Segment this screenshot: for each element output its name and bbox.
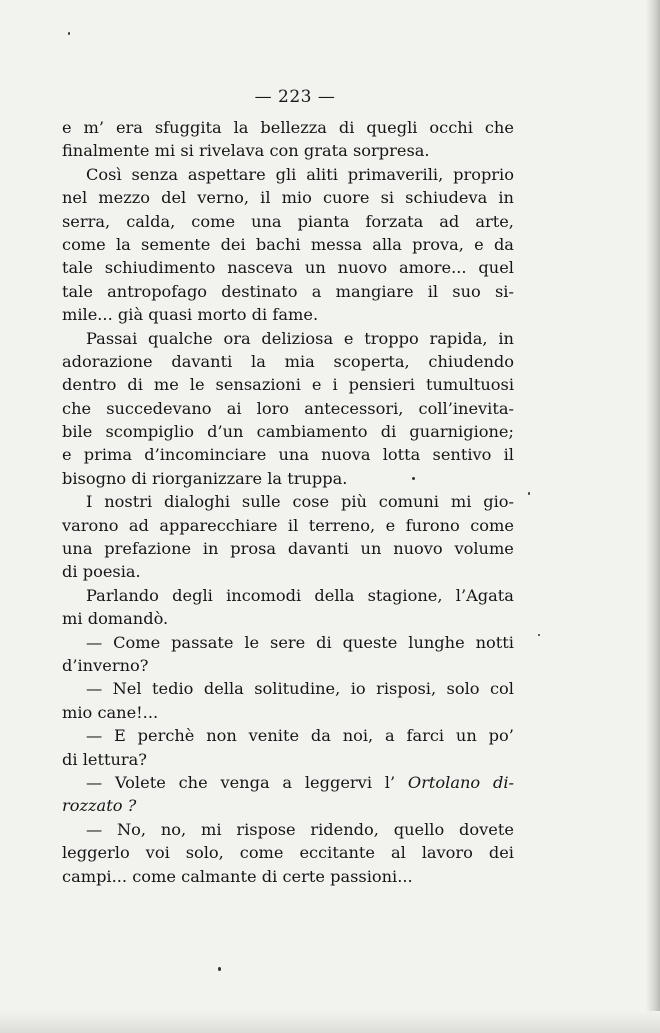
text-line <box>62 139 514 162</box>
word: destinato <box>221 281 298 301</box>
word: scoperta, <box>333 351 410 371</box>
word: E <box>114 726 126 746</box>
word: sentivo <box>432 445 492 465</box>
word: gio- <box>483 492 514 512</box>
word: calmante <box>181 866 257 886</box>
word: passate <box>171 632 234 652</box>
word: a <box>311 281 322 301</box>
word: un <box>304 258 326 278</box>
word: antropofago <box>107 281 208 301</box>
word: mi <box>201 819 222 839</box>
word: Come <box>113 632 161 652</box>
word: dei <box>220 234 246 254</box>
word: forzata <box>365 211 424 231</box>
word: — <box>86 679 103 699</box>
text-line <box>62 397 514 420</box>
word: dei <box>488 843 514 863</box>
word: quasi <box>148 305 193 325</box>
word: deliziosa <box>261 328 334 348</box>
word: rapida, <box>429 328 488 348</box>
word: io <box>350 679 366 699</box>
word: schiudeva <box>405 188 488 208</box>
word: alla <box>372 234 402 254</box>
word: ridendo, <box>310 819 379 839</box>
word: serra, <box>62 211 111 231</box>
text-line <box>62 514 514 537</box>
word: mio <box>62 702 93 722</box>
word: leggervi <box>304 772 372 792</box>
word: in <box>498 328 514 348</box>
text-line <box>62 771 514 794</box>
word: lunghe <box>408 632 465 652</box>
word: verno, <box>197 188 250 208</box>
word: in <box>498 188 514 208</box>
word: prosa <box>230 539 277 559</box>
text-line <box>62 210 514 233</box>
word: si- <box>494 281 514 301</box>
word: certe <box>282 866 325 886</box>
word: nostri <box>104 492 153 512</box>
word: arte, <box>475 211 514 231</box>
text-line <box>62 537 514 560</box>
word: quel <box>478 258 514 278</box>
word: lavoro <box>421 843 473 863</box>
word: furono <box>405 515 460 535</box>
word: No, <box>117 819 147 839</box>
word: dentro <box>62 375 117 395</box>
word: guarnigione; <box>409 422 514 442</box>
word: occhi <box>429 118 473 137</box>
print-speck <box>68 32 70 35</box>
word: della <box>203 679 244 699</box>
text-line <box>62 677 514 700</box>
word: che <box>62 398 92 418</box>
word: come <box>62 234 106 254</box>
word: il <box>287 515 299 535</box>
word: truppa. <box>287 468 348 488</box>
word: voi <box>145 843 170 863</box>
text-line <box>62 116 514 139</box>
word: noi, <box>342 726 374 746</box>
word: dovete <box>459 819 514 839</box>
word: campi... <box>62 866 128 886</box>
word: la <box>251 351 266 371</box>
word: suo <box>452 281 481 301</box>
text-line <box>62 350 514 373</box>
word: di <box>338 118 355 137</box>
word: ad <box>128 515 149 535</box>
word: Nel <box>112 679 142 699</box>
word: di <box>380 422 397 442</box>
word: risposi, <box>376 679 437 699</box>
word: varono <box>62 515 119 535</box>
word: qualche <box>148 328 213 348</box>
word: po’ <box>488 726 514 746</box>
word: ora <box>223 328 251 348</box>
text-line <box>62 607 514 630</box>
word: si <box>380 188 395 208</box>
word: ai <box>226 398 242 418</box>
word: amore... <box>399 258 467 278</box>
word: notti <box>475 632 514 652</box>
text-line <box>62 584 514 607</box>
word: d’un <box>207 422 244 442</box>
word: sulle <box>241 492 281 512</box>
word: di- <box>492 772 514 792</box>
word: e <box>385 515 396 535</box>
word: semente <box>141 234 211 254</box>
word: nuovo <box>337 258 388 278</box>
word: — <box>86 772 103 792</box>
text-line <box>62 748 514 771</box>
word: davanti <box>287 539 349 559</box>
word: nuova <box>321 445 371 465</box>
word: con <box>269 141 299 161</box>
word: una <box>278 445 309 465</box>
word: passioni... <box>330 866 413 886</box>
word: antecessori, <box>304 398 404 418</box>
word: morto <box>197 305 247 325</box>
word: cane!... <box>97 702 159 722</box>
text-line <box>62 233 514 256</box>
word: Parlando <box>86 585 159 605</box>
word: d’inverno? <box>62 655 149 675</box>
text-line <box>62 327 514 350</box>
word: prefazione <box>104 539 192 559</box>
word: mangiare <box>335 281 414 301</box>
word: della <box>314 585 355 605</box>
word: che <box>178 772 208 792</box>
word: come <box>470 515 514 535</box>
word: primaverili, <box>347 164 444 184</box>
word: mi <box>154 141 176 161</box>
word: d’incominciare <box>144 445 267 465</box>
word: lotta <box>382 445 421 465</box>
print-speck <box>528 492 530 495</box>
word: grata <box>303 141 348 161</box>
text-line <box>62 654 514 677</box>
word: di <box>261 866 278 886</box>
word: venga <box>220 772 270 792</box>
word: davanti <box>171 351 233 371</box>
print-speck <box>412 477 415 480</box>
word: quegli <box>366 118 418 137</box>
word: cambiamento <box>256 422 368 442</box>
text-line <box>62 794 514 817</box>
word: il <box>503 445 514 465</box>
word: nuovo <box>393 539 443 559</box>
word: pensieri <box>348 375 415 395</box>
word: prima <box>83 445 133 465</box>
word: tale <box>62 258 93 278</box>
word: apparecchiare <box>159 515 278 535</box>
word: domandò. <box>87 609 169 629</box>
print-speck <box>218 967 221 971</box>
word: le <box>189 375 205 395</box>
word: farci <box>406 726 445 746</box>
text-line <box>62 490 514 513</box>
word: al <box>390 843 406 863</box>
word: col <box>489 679 514 699</box>
word: volume <box>454 539 514 559</box>
word: terreno, <box>308 515 376 535</box>
word: come <box>132 866 176 886</box>
text-line <box>62 631 514 654</box>
text-line <box>62 865 514 888</box>
word: aspettare <box>187 164 266 184</box>
word: di <box>127 375 143 395</box>
word: finalmente <box>62 141 150 161</box>
word: Ortolano <box>407 772 481 792</box>
word: la <box>233 118 249 137</box>
word: scompiglio <box>105 422 194 442</box>
word: rivelava <box>199 141 265 161</box>
word: come <box>239 843 284 863</box>
word: stagione, <box>367 585 443 605</box>
word: sere <box>270 632 306 652</box>
word: solitudine, <box>254 679 341 699</box>
text-line <box>62 163 514 186</box>
word: e <box>343 328 354 348</box>
word: Volete <box>114 772 166 792</box>
word: i <box>332 375 338 395</box>
text-line <box>62 560 514 583</box>
word: degli <box>172 585 213 605</box>
word: senza <box>131 164 178 184</box>
word: mile... <box>62 305 113 325</box>
word: tumultuosi <box>425 375 514 395</box>
word: prova, <box>412 234 464 254</box>
word: aliti <box>306 164 338 184</box>
word: del <box>161 188 187 208</box>
word: cuore <box>322 188 370 208</box>
word: fame. <box>272 305 319 325</box>
text-line <box>62 443 514 466</box>
word: mia <box>284 351 315 371</box>
word: e <box>311 375 322 395</box>
text-line <box>62 420 514 443</box>
text-line <box>62 701 514 724</box>
word: eccitante <box>299 843 375 863</box>
word: m’ <box>83 118 105 137</box>
word: leggerlo <box>62 843 130 863</box>
word: I <box>86 492 93 512</box>
text-line <box>62 280 514 303</box>
word: messa <box>310 234 363 254</box>
print-speck <box>538 634 540 636</box>
word: — <box>86 632 103 652</box>
word: cose <box>292 492 330 512</box>
word: queste <box>342 632 398 652</box>
page-edge-shadow <box>646 0 660 1033</box>
word: ad <box>439 211 460 231</box>
word: sensazioni <box>215 375 301 395</box>
word: calda, <box>126 211 176 231</box>
word: a <box>282 772 293 792</box>
word: l’Agata <box>455 585 514 605</box>
word: rispose <box>236 819 296 839</box>
word: solo <box>446 679 480 699</box>
page-number: — 223 — <box>254 87 336 107</box>
word: quello <box>393 819 445 839</box>
word: che <box>484 118 514 137</box>
word: bisogno <box>62 468 127 488</box>
word: era <box>115 118 143 137</box>
word: di <box>62 562 78 582</box>
body-text <box>62 116 514 888</box>
word: in <box>202 539 219 559</box>
word: da <box>493 234 514 254</box>
word: comuni <box>378 492 439 512</box>
word: il <box>260 188 271 208</box>
word: la <box>267 468 283 488</box>
word: si <box>180 141 194 161</box>
word: di <box>251 305 268 325</box>
word: nel <box>62 188 88 208</box>
word: una <box>62 539 93 559</box>
word: dialoghi <box>164 492 231 512</box>
word: bachi <box>255 234 301 254</box>
word: mio <box>281 188 312 208</box>
word: schiudimento <box>104 258 216 278</box>
word: ? <box>127 796 137 816</box>
word: Così <box>86 164 122 184</box>
word: di <box>316 632 332 652</box>
word: una <box>251 211 282 231</box>
word: e <box>474 234 484 254</box>
word: riorganizzare <box>152 468 263 488</box>
word: non <box>206 726 237 746</box>
word: coll’inevita- <box>418 398 514 418</box>
word: adorazione <box>62 351 153 371</box>
word: il <box>427 281 439 301</box>
word: troppo <box>364 328 419 348</box>
page-bottom-shadow <box>0 1011 660 1033</box>
word: — <box>86 819 103 839</box>
text-line <box>62 303 514 326</box>
word: da <box>310 726 331 746</box>
word: un <box>455 726 477 746</box>
word: mi <box>62 609 83 629</box>
word: loro <box>256 398 290 418</box>
word: venite <box>248 726 300 746</box>
word: perchè <box>137 726 195 746</box>
text-line <box>62 186 514 209</box>
word: proprio <box>453 164 514 184</box>
word: Passai <box>86 328 138 348</box>
word: sorpresa. <box>352 141 430 161</box>
word: mi <box>450 492 472 512</box>
text-line <box>62 818 514 841</box>
word: gli <box>275 164 297 184</box>
text-line <box>62 467 514 490</box>
text-line <box>62 724 514 747</box>
word: bile <box>62 422 93 442</box>
word: sfuggita <box>154 118 222 137</box>
word: incomodi <box>226 585 302 605</box>
word: pianta <box>297 211 350 231</box>
word: no, <box>160 819 187 839</box>
word: e <box>62 118 72 137</box>
word: rozzato <box>62 796 123 816</box>
word: di <box>62 749 78 769</box>
word: di <box>131 468 147 488</box>
word: nasceva <box>227 258 294 278</box>
word: come <box>191 211 236 231</box>
word: succedevano <box>106 398 212 418</box>
word: chiudendo <box>428 351 514 371</box>
text-line <box>62 373 514 396</box>
word: già <box>117 305 144 325</box>
word: le <box>244 632 260 652</box>
word: mezzo <box>98 188 150 208</box>
word: tedio <box>152 679 194 699</box>
word: e <box>62 445 72 465</box>
word: — <box>86 726 103 746</box>
word: un <box>360 539 382 559</box>
text-line <box>62 841 514 864</box>
word: a <box>385 726 395 746</box>
text-line <box>62 256 514 279</box>
word: lettura? <box>82 749 147 769</box>
word: più <box>340 492 367 512</box>
word: poesia. <box>82 562 141 582</box>
word: solo, <box>185 843 224 863</box>
word: la <box>115 234 131 254</box>
word: me <box>153 375 179 395</box>
word: tale <box>62 281 93 301</box>
word: l’ <box>384 772 396 792</box>
word: bellezza <box>260 118 327 137</box>
